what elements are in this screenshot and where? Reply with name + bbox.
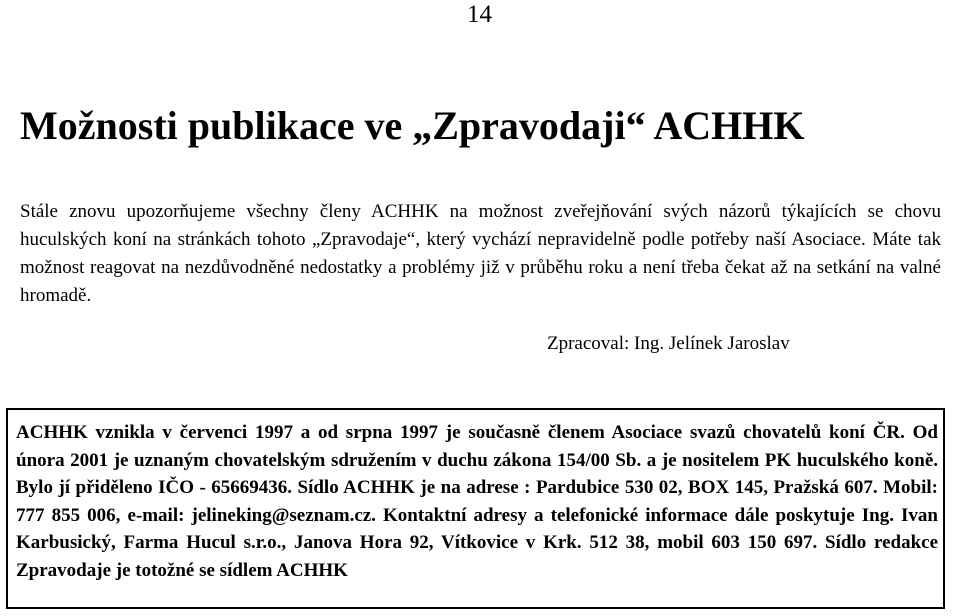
intro-paragraph: Stále znovu upozorňujeme všechny členy ACHHK na možnost zveřejňování svých názorů týkajících se chovu huculských koní na stránkách tohoto „Zpravodaje“, který vychází nepravidelně podle potřeby naší Asociace. Máte tak možnost reagovat na nezdůvodněné nedostatky a problémy již v průběhu roku a není třeba čekat až na setkání na valné hromadě. xyxy=(20,201,941,306)
page-number: 14 xyxy=(467,1,492,28)
author-credit: Zpracoval: Ing. Jelínek Jaroslav xyxy=(547,333,790,354)
association-info-box xyxy=(6,408,945,609)
association-info-text: ACHHK vznikla v červenci 1997 a od srpna 1997 je současně členem Asociace svazů chovatelů koní ČR. Od února 2001 je uznaným chovatelským sdružením v duchu zákona 154/00 Sb. a je nositelem PK huculského koně. Bylo jí přiděleno IČO - 65669436. Sídlo ACHHK je na adrese : Pardubice 530 02, BOX 145, Pražská 607. Mobil: 777 855 006, e-mail: jelineking@seznam.cz. Kontaktní adresy a telefonické informace dále poskytuje Ing. Ivan Karbusický, Farma Hucul s.r.o., Janova Hora 92, Vítkovice v Krk. 512 38, mobil 603 150 697. Sídlo redakce Zpravodaje je totožné se sídlem ACHHK xyxy=(16,422,938,581)
page-title: Možnosti publikace ve „Zpravodaji“ ACHHK xyxy=(20,103,805,148)
